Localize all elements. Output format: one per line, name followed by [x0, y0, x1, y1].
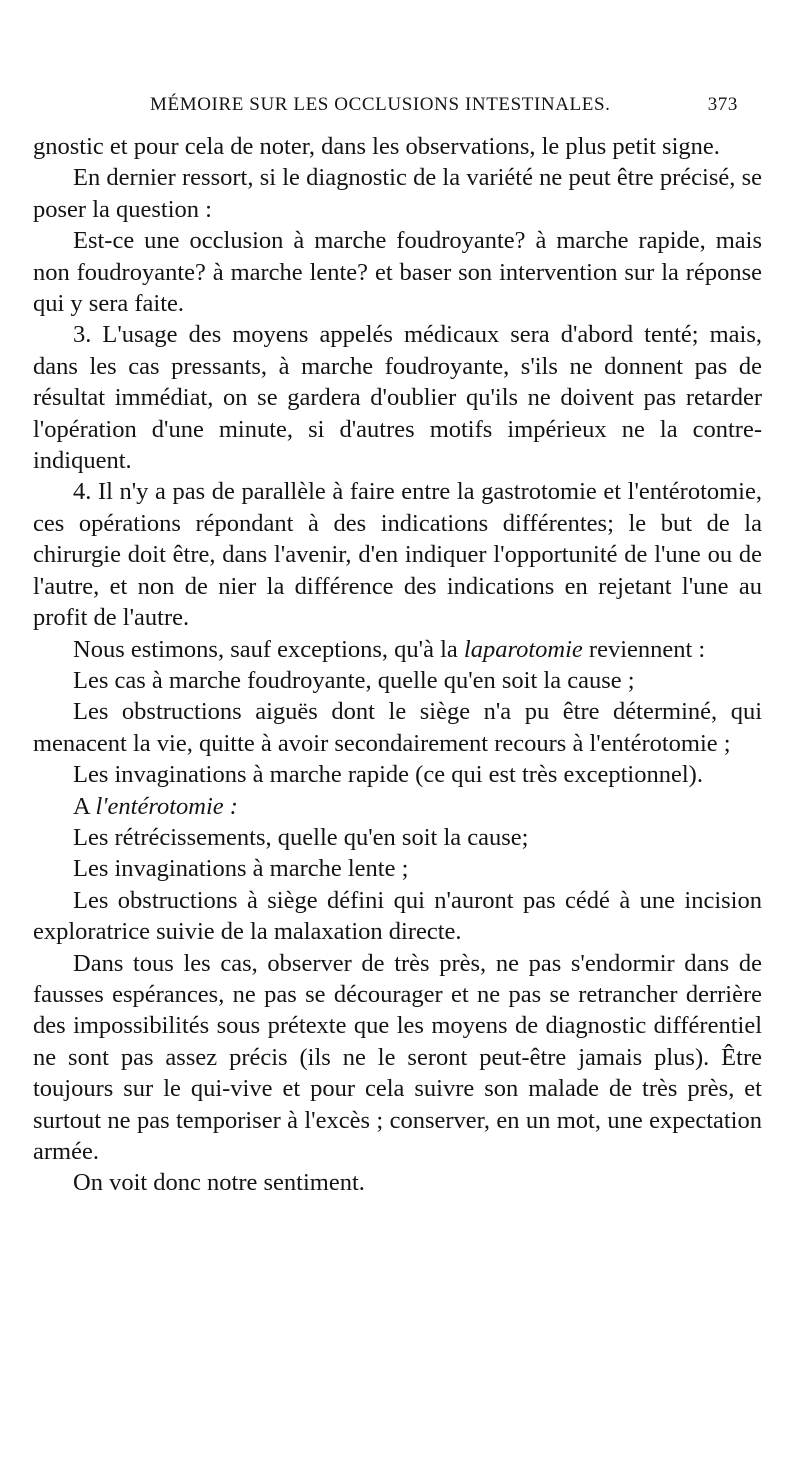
paragraph-closing: On voit donc notre sentiment.: [73, 1169, 365, 1197]
paragraph-1: gnostic et pour cela de noter, dans les observations, le plus petit signe.: [33, 133, 720, 160]
list-item-enterotomie-3: Les obstructions à siège défini qui n'auront pas cédé à une incision exploratrice suivie de la malaxation directe.: [33, 886, 762, 946]
paragraph-2: En dernier ressort, si le diagnostic de la variété ne peut être précisé, se poser la question :: [33, 164, 762, 223]
laparotomie-intro-end: reviennent :: [582, 635, 706, 663]
body-text: [33, 131, 762, 1199]
laparotomie-intro-text: Nous estimons, sauf exceptions, qu'à la: [73, 635, 464, 663]
running-header: [150, 94, 738, 120]
list-item-laparotomie-3: Les invaginations à marche rapide (ce qui est très exceptionnel).: [73, 761, 703, 789]
paragraph-3: Est-ce une occlusion à marche foudroyante? à marche rapide, mais non foudroyante? à marche lente? et baser son intervention sur la réponse qui y sera faite.: [33, 227, 762, 318]
paragraph-conclusion-3: 3. L'usage des moyens appelés médicaux sera d'abord tenté; mais, dans les cas pressants, à marche foudroyante, s'ils ne donnent pas de résultat immédiat, on se gardera d'oublier qu'ils ne doivent pas retarder l'opération d'une minute, si d'autres motifs impérieux ne la contre-indiquent.: [33, 321, 762, 475]
running-title: MÉMOIRE SUR LES OCCLUSIONS INTESTINALES.: [150, 94, 611, 115]
paragraph-conclusion-4: 4. Il n'y a pas de parallèle à faire entre la gastrotomie et l'entérotomie, ces opérations répondant à des indications différentes; le but de la chirurgie doit être, dans l'avenir, d'en indiquer l'opportunité de l'une ou de l'autre, et non de nier la différence des indications en rejetant l'une au profit de l'autre.: [33, 478, 762, 632]
paragraph-enterotomie-intro: [33, 791, 762, 822]
enterotomie-intro-text: A: [73, 792, 96, 820]
paragraph-general-advice: Dans tous les cas, observer de très près, ne pas s'endormir dans de fausses espérances, ne pas se décourager et ne pas se retrancher derrière des impossibilités sous prétexte que les moyens de diagnostic différentiel ne sont pas assez précis (ils ne le seront peut-être jamais plus). Être toujours sur le qui-vive et pour cela suivre son malade de très près, et surtout ne pas temporiser à l'excès ; conserver, en un mot, une expectation armée.: [33, 949, 762, 1165]
list-item-enterotomie-2: Les invaginations à marche lente ;: [73, 855, 409, 883]
list-item-enterotomie-1: Les rétrécissements, quelle qu'en soit la cause;: [73, 823, 529, 851]
enterotomie-term: l'entérotomie :: [95, 792, 238, 820]
laparotomie-term: laparotomie: [463, 635, 583, 663]
list-item-laparotomie-2: Les obstructions aiguës dont le siège n'a pu être déterminé, qui menacent la vie, quitte à avoir secondairement recours à l'entérotomie ;: [33, 698, 762, 757]
page-number: 373: [707, 94, 738, 115]
paragraph-laparotomie-intro: [33, 634, 762, 665]
list-item-laparotomie-1: Les cas à marche foudroyante, quelle qu'en soit la cause ;: [73, 666, 635, 694]
